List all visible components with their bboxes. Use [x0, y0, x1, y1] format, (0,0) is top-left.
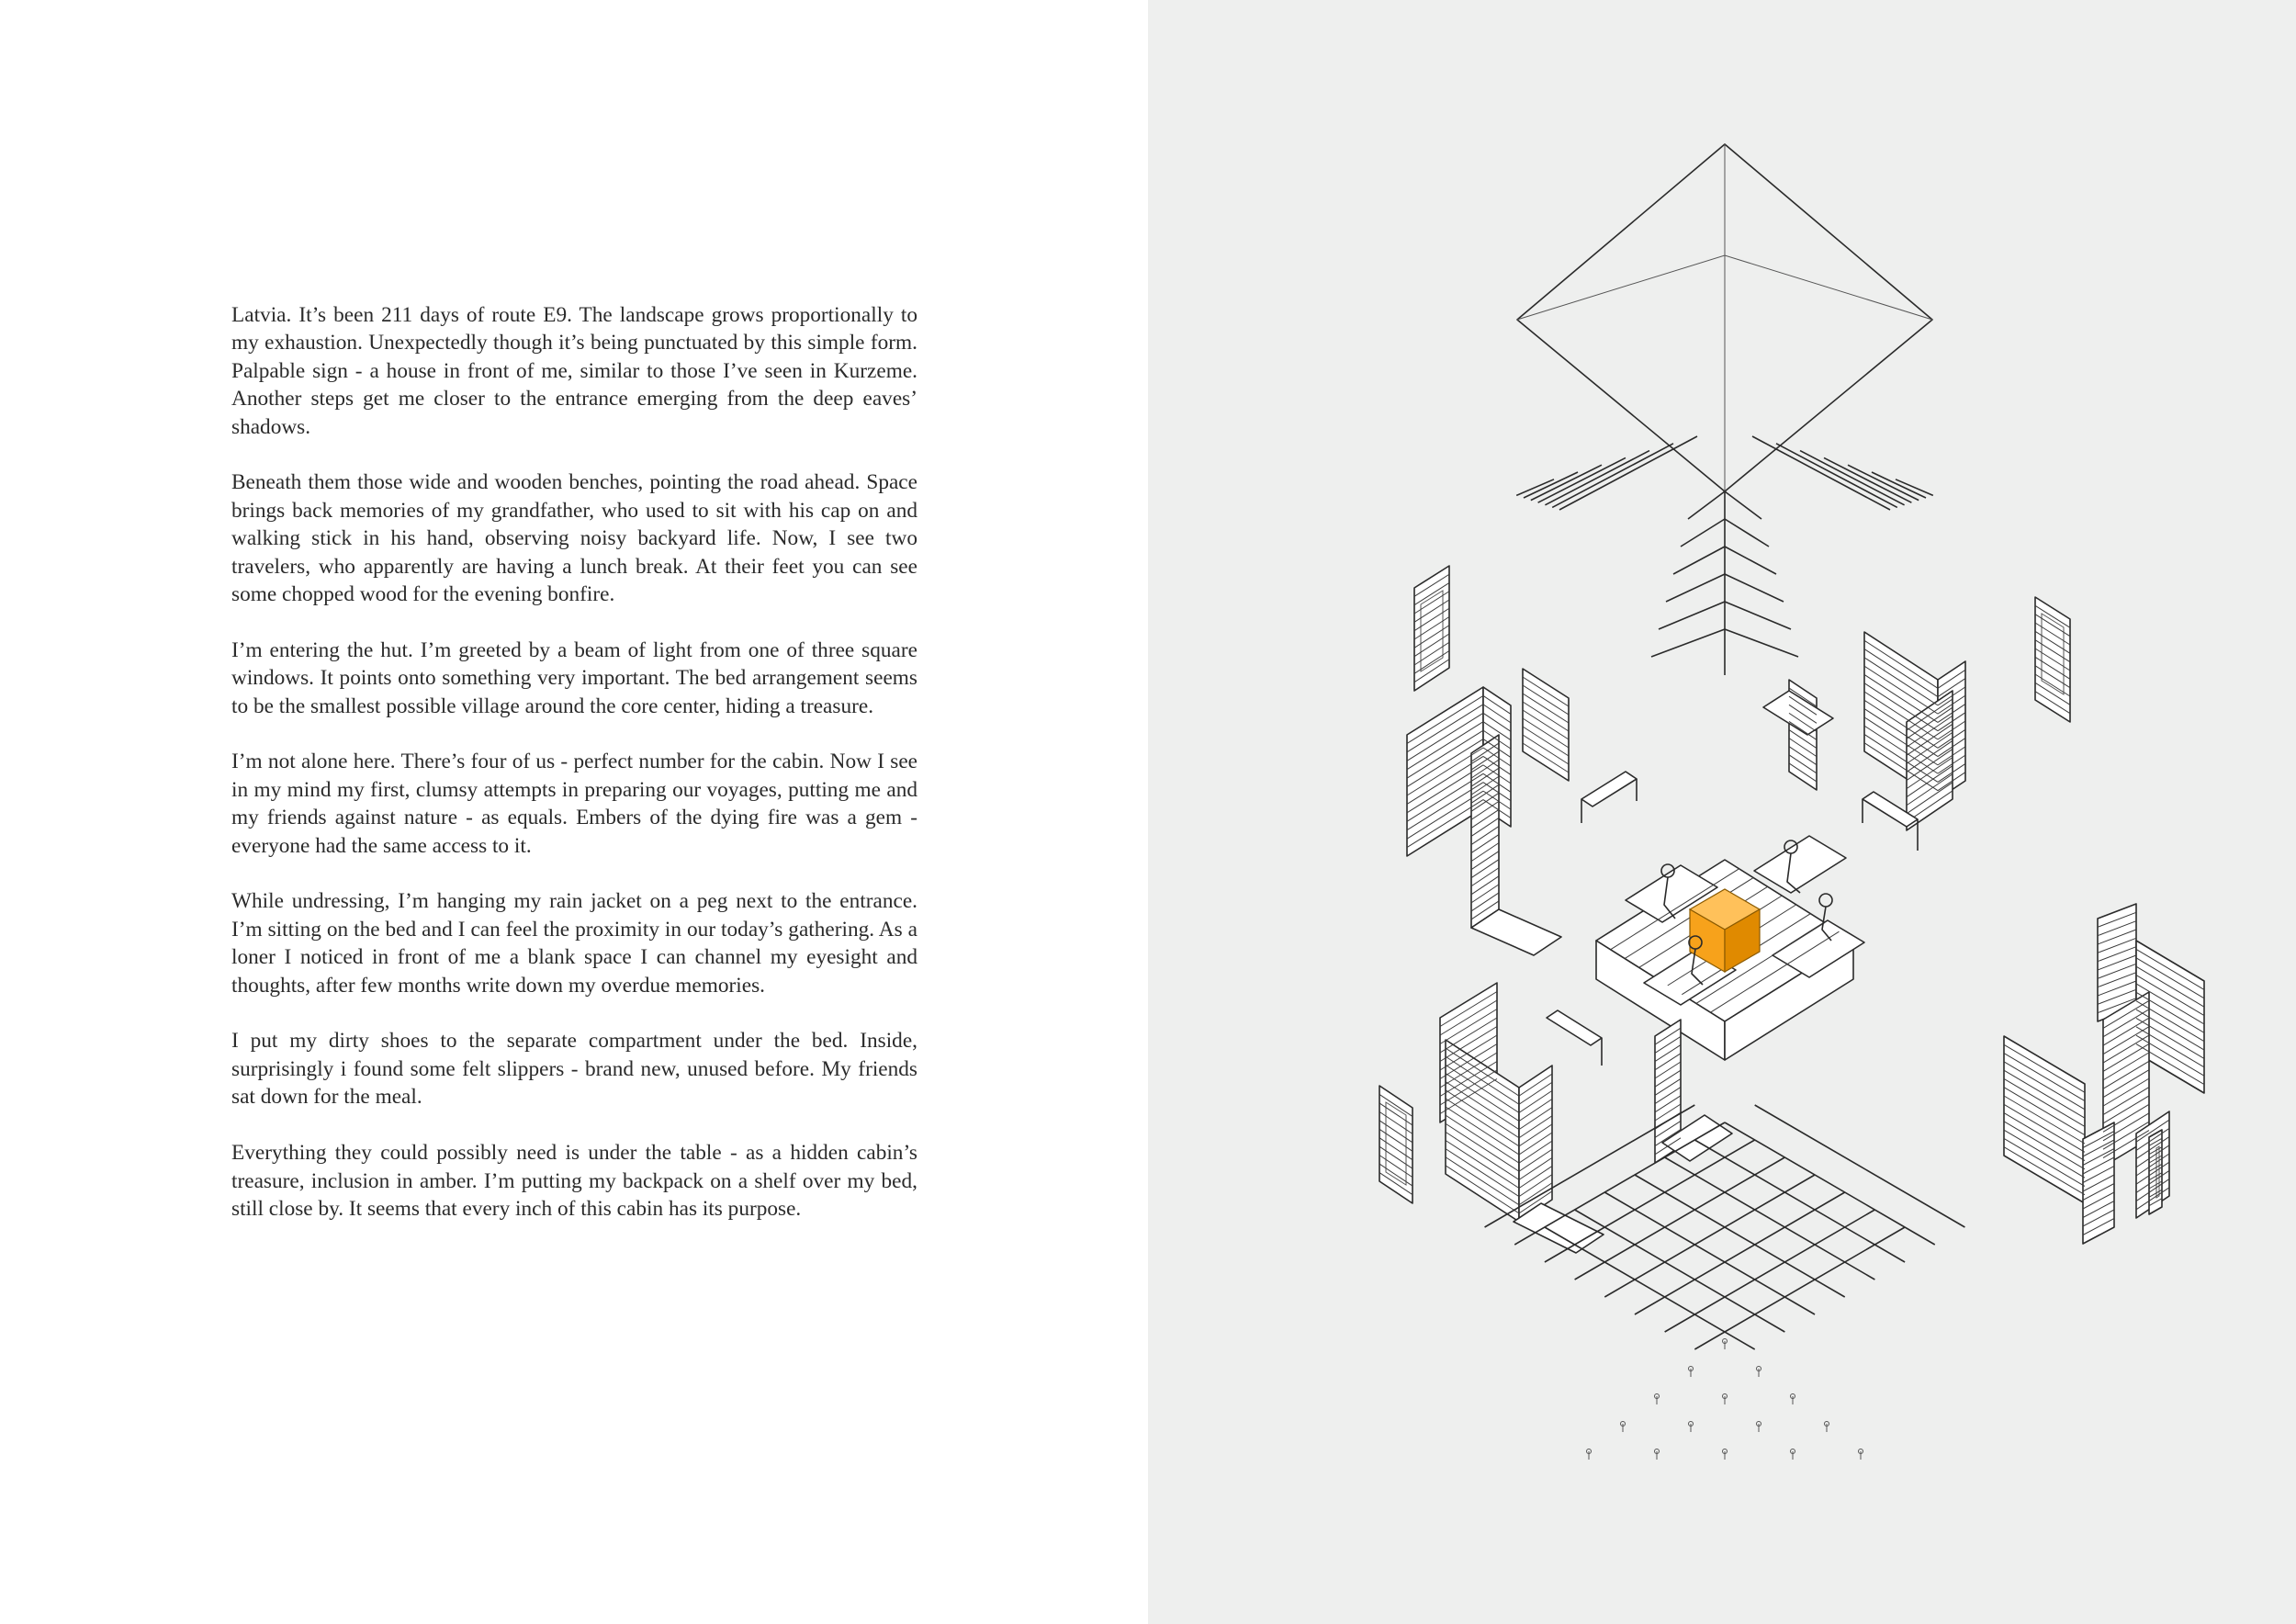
exploded-axonometric-cabin-drawing: [1148, 0, 2296, 1624]
story-paragraph-6: I put my dirty shoes to the separate compartment under the bed. Inside, surprisingly i found some felt slippers - brand new, unused before. My friends sat down for the meal.: [231, 1029, 917, 1110]
left-wall-upper: [1407, 566, 1569, 955]
story-paragraph-4: I’m not alone here. There’s four of us - perfect number for the cabin. Now I see in my mind my first, clumsy attempts in preparing our voyages, putting me and my friends against nature - as equals. Embers of the dying fire was a gem - everyone had the same access to it.: [231, 750, 917, 858]
story-text: [231, 301, 917, 1251]
story-paragraph-2: Beneath them those wide and wooden benches, pointing the road ahead. Space brings back memories of my grandfather, who used to sit with his cap on and walking stick in his hand, observing noisy backyard life. Now, I see two travelers, who apparently are having a lunch break. At their feet you can see some chopped wood for the evening bonfire.: [231, 470, 917, 607]
story-paragraph-1: Latvia. It’s been 211 days of route E9. The landscape grows proportionally to my exhaustion. Unexpectedly though it’s being punctuated by this simple form. Palpable sign - a house in front of me, similar to those I’ve seen in Kurzeme. Another steps get me closer to the entrance emerging from the deep eaves’ shadows.: [231, 303, 917, 439]
right-wall-lower: [2004, 904, 2204, 1244]
foundation-pegs: [1587, 1339, 1863, 1460]
roof-pyramid: [1517, 144, 1932, 491]
right-wall-upper: [1763, 597, 2070, 830]
story-paragraph-3: I’m entering the hut. I’m greeted by a beam of light from one of three square windows. It points onto something very important. The bed arrangement seems to be the smallest possible village around the core center, hiding a treasure.: [231, 637, 917, 718]
story-paragraph-5: While undressing, I’m hanging my rain jacket on a peg next to the entrance. I’m sitting on the bed and I can feel the proximity in our today’s gathering. As a loner I noticed in front of me a blank space I can channel my eyesight and thoughts, after few months write down my overdue memories.: [231, 889, 917, 998]
story-paragraph-7: Everything they could possibly need is under the table - as a hidden cabin’s treasure, inclusion in amber. I’m putting my backpack on a shelf over my bed, still close by. It seems that every inch of this cabin has its purpose.: [231, 1141, 917, 1221]
right-page: [1148, 0, 2296, 1624]
